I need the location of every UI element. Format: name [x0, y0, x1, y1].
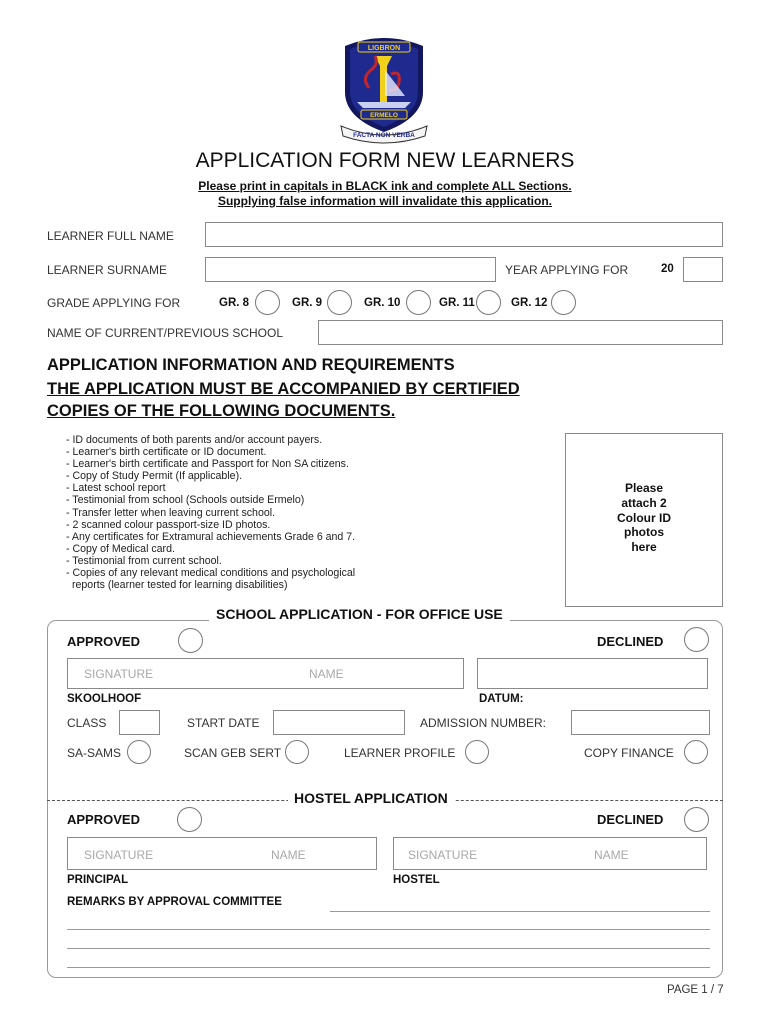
office-use-title: SCHOOL APPLICATION - FOR OFFICE USE: [209, 606, 510, 622]
hostel-label: HOSTEL: [393, 874, 440, 886]
grade-9-label: GR. 9: [292, 297, 323, 309]
grade-10-label: GR. 10: [364, 297, 401, 309]
photo-box-line: attach 2: [621, 495, 667, 510]
datum-label: DATUM:: [479, 693, 524, 705]
class-label: CLASS: [67, 716, 107, 730]
learner-profile-checkbox[interactable]: [465, 740, 489, 764]
list-item: - Any certificates for Extramural achievements Grade 6 and 7.: [66, 530, 356, 543]
list-item: - 2 scanned colour passport-size ID photos.: [66, 518, 271, 531]
hostel-declined-checkbox[interactable]: [684, 807, 709, 832]
hostel-approved-checkbox[interactable]: [177, 807, 202, 832]
name-placeholder: NAME: [271, 848, 306, 862]
school-crest: [325, 30, 443, 148]
start-date-label: START DATE: [187, 716, 260, 730]
learner-surname-label: LEARNER SURNAME: [47, 263, 168, 277]
list-item: - Learner's birth certificate and Passport for Non SA citizens.: [66, 458, 349, 471]
grade-11-label: GR. 11: [439, 297, 475, 309]
copy-finance-checkbox[interactable]: [684, 740, 708, 764]
requirements-list: [66, 434, 355, 591]
logo-motto: FACTA NON VERBA: [353, 132, 415, 139]
hostel-signature-field[interactable]: [393, 837, 707, 870]
school-logo: [325, 30, 443, 148]
skoolhoof-label: SKOOLHOOF: [67, 693, 142, 705]
principal-label: PRINCIPAL: [67, 874, 129, 886]
list-item: - Copy of Medical card.: [66, 542, 175, 555]
previous-school-input[interactable]: [318, 320, 723, 345]
photo-box-line: photos: [624, 525, 664, 540]
year-applying-label: YEAR APPLYING FOR: [505, 263, 629, 277]
office-approved-checkbox[interactable]: [178, 628, 203, 653]
page-number: PAGE 1 / 7: [667, 984, 724, 996]
list-item: - Testimonial from school (Schools outside Ermelo): [66, 494, 305, 507]
year-prefix: 20: [661, 263, 674, 275]
remarks-line-4[interactable]: [67, 967, 710, 968]
sa-sams-label: SA-SAMS: [67, 746, 122, 760]
list-item: - Transfer letter when leaving current school.: [66, 506, 276, 519]
list-item: - Learner's birth certificate or ID document.: [66, 446, 267, 459]
grade-8-checkbox[interactable]: [255, 290, 280, 315]
photo-box-line: Please: [624, 481, 664, 495]
photo-box-line: here: [631, 540, 657, 555]
photo-attach-box[interactable]: [565, 433, 723, 607]
grade-11-checkbox[interactable]: [476, 290, 501, 315]
year-applying-input[interactable]: [683, 257, 723, 282]
name-placeholder: NAME: [594, 848, 629, 862]
requirements-subheading-2: COPIES OF THE FOLLOWING DOCUMENTS.: [47, 402, 396, 420]
list-item: - Latest school report: [66, 482, 166, 495]
office-declined-label: DECLINED: [597, 634, 664, 649]
signature-placeholder: SIGNATURE: [84, 667, 154, 681]
remarks-line-1[interactable]: [330, 911, 710, 912]
sa-sams-checkbox[interactable]: [127, 740, 151, 764]
photo-box-line: Colour ID: [617, 510, 671, 525]
signature-placeholder: SIGNATURE: [84, 848, 154, 862]
grade-9-checkbox[interactable]: [327, 290, 352, 315]
admission-number-input[interactable]: [571, 710, 710, 735]
admission-number-label: ADMISSION NUMBER:: [420, 716, 547, 730]
office-approved-label: APPROVED: [67, 634, 140, 649]
logo-town: ERMELO: [370, 112, 398, 119]
copy-finance-label: COPY FINANCE: [584, 746, 674, 760]
grade-8-label: GR. 8: [219, 297, 250, 309]
class-input[interactable]: [119, 710, 160, 735]
learner-profile-label: LEARNER PROFILE: [344, 746, 456, 760]
learner-surname-input[interactable]: [205, 257, 496, 282]
list-item: - Copy of Study Permit (If applicable).: [66, 470, 243, 483]
page-title: APPLICATION FORM NEW LEARNERS: [195, 149, 575, 172]
name-placeholder: NAME: [309, 667, 344, 681]
signature-placeholder: SIGNATURE: [408, 848, 478, 862]
office-declined-checkbox[interactable]: [684, 627, 709, 652]
requirements-heading: APPLICATION INFORMATION AND REQUIREMENTS: [47, 356, 455, 374]
learner-full-name-input[interactable]: [205, 222, 723, 247]
hostel-title: HOSTEL APPLICATION: [288, 790, 454, 806]
learner-full-name-label: LEARNER FULL NAME: [47, 229, 174, 243]
instruction-line-1: Please print in capitals in BLACK ink and complete ALL Sections.: [198, 179, 572, 193]
grade-12-label: GR. 12: [511, 297, 548, 309]
requirements-subheading-1: THE APPLICATION MUST BE ACCOMPANIED BY CERTIFIED: [47, 380, 520, 398]
scan-geb-sert-checkbox[interactable]: [285, 740, 309, 764]
previous-school-label: NAME OF CURRENT/PREVIOUS SCHOOL: [47, 326, 284, 340]
start-date-input[interactable]: [273, 710, 405, 735]
list-item: - ID documents of both parents and/or account payers.: [66, 434, 323, 446]
list-item: - Testimonial from current school.: [66, 554, 222, 567]
remarks-label: REMARKS BY APPROVAL COMMITTEE: [67, 896, 282, 908]
skoolhoof-signature-field[interactable]: [67, 658, 464, 689]
datum-field[interactable]: [477, 658, 708, 689]
logo-school-name: LIGBRON: [367, 45, 401, 52]
grade-10-checkbox[interactable]: [406, 290, 431, 315]
grade-12-checkbox[interactable]: [551, 290, 576, 315]
list-item: - Copies of any relevant medical conditions and psychological: [66, 567, 356, 580]
hostel-declined-label: DECLINED: [597, 812, 664, 827]
list-item: reports (learner tested for learning disabilities): [72, 579, 288, 592]
instruction-line-2: Supplying false information will invalidate this application.: [217, 194, 553, 208]
grade-applying-label: GRADE APPLYING FOR: [47, 296, 181, 310]
remarks-line-2[interactable]: [67, 929, 710, 930]
hostel-approved-label: APPROVED: [67, 812, 140, 827]
remarks-line-3[interactable]: [67, 948, 710, 949]
scan-geb-sert-label: SCAN GEB SERT: [184, 746, 282, 760]
principal-signature-field[interactable]: [67, 837, 377, 870]
